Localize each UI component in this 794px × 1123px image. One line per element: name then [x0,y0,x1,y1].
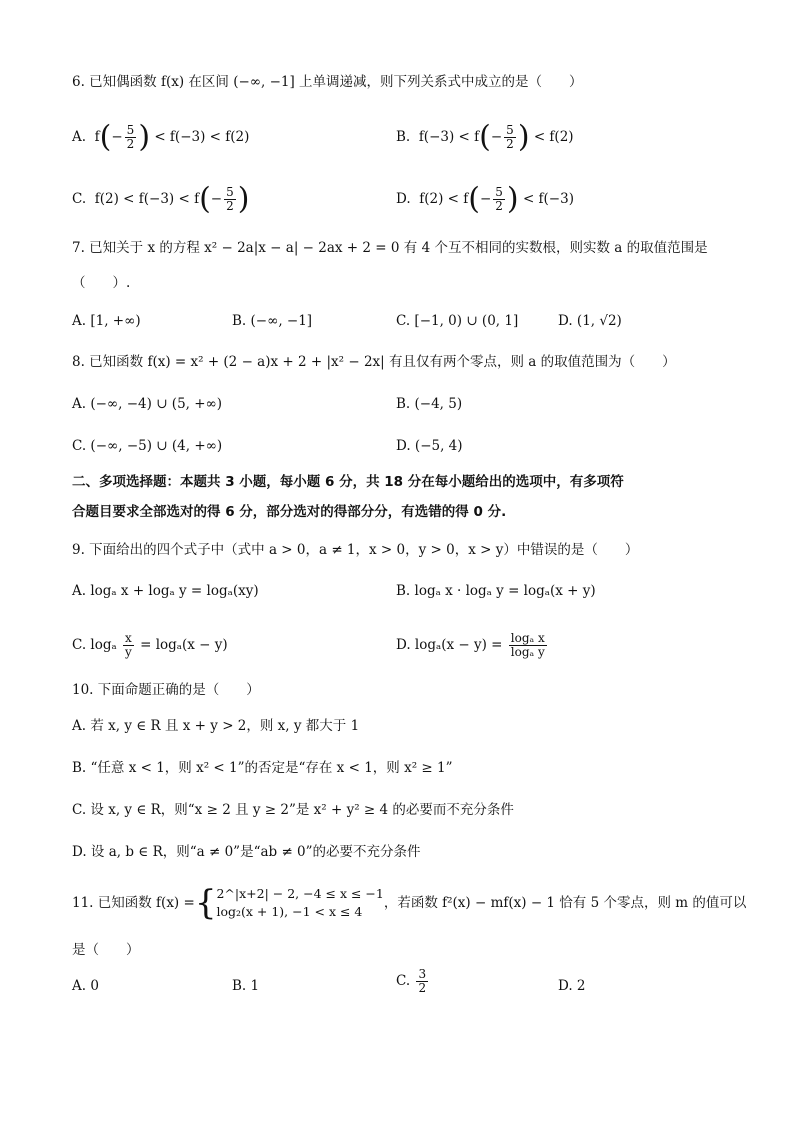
q11-option-a: A. 0 [72,978,99,994]
q7-option-c: C. [−1, 0) ∪ (0, 1] [396,313,519,329]
q9-option-a: A. logₐ x + logₐ y = logₐ(xy) [72,583,259,599]
q8-option-b: B. (−4, 5) [396,396,463,412]
q8-option-a: A. (−∞, −4) ∪ (5, +∞) [72,396,223,412]
q8-option-c: C. (−∞, −5) ∪ (4, +∞) [72,438,223,454]
section2-heading-line1: 二、多项选择题：本题共 3 小题，每小题 6 分，共 18 分在每小题给出的选项中，有多项符 [72,474,624,490]
q9-option-b: B. logₐ x · logₐ y = logₐ(x + y) [396,583,596,599]
q7-stem: 7. 已知关于 x 的方程 x² − 2a|x − a| − 2ax + 2 = 0 有 4 个互不相同的实数根，则实数 a 的取值范围是 [72,240,708,256]
q7-option-b: B. (−∞, −1] [232,313,313,329]
q7-stem-continued: （ ）. [72,275,131,291]
q8-option-d: D. (−5, 4) [396,438,463,454]
q6-option-d: D. f(2) < f(− $\frac{5}{2}$ ) < f(−3) [396,181,574,217]
q11-option-b: B. 1 [232,978,260,994]
q11-piece-2: log₂(x + 1), −1 < x ≤ 4 [216,904,363,919]
q6-option-c: C. f(2) < f(−3) < f(− $\frac{5}{2}$ ) [72,181,250,217]
q10-option-c: C. 设 x, y ∈ R，则“x ≥ 2 且 y ≥ 2”是 x² + y² ≥ 4 的必要而不充分条件 [72,802,514,818]
q9-stem: 9. 下面给出的四个式子中（式中 a > 0，a ≠ 1，x > 0，y > 0，x > y）中错误的是（ ） [72,542,639,558]
q10-option-d: D. 设 a, b ∈ R，则“a ≠ 0”是“ab ≠ 0”的必要不充分条件 [72,844,421,860]
q9-option-c: C. logₐ $\frac{x}{y}$ = logₐ(x − y) [72,631,228,659]
q10-option-a: A. 若 x, y ∈ R 且 x + y > 2，则 x, y 都大于 1 [72,718,360,734]
q11-option-d: D. 2 [558,978,586,994]
q9-option-d: D. logₐ(x − y) = $\frac{\text{logₐ x}}{\text{logₐ y}}$ [396,631,545,659]
q11-option-c: C. $\frac{3}{2}$ [396,967,427,995]
q10-option-b: B. “任意 x < 1，则 x² < 1”的否定是“存在 x < 1，则 x² ≥ 1” [72,760,453,776]
q11-piece-1: 2^|x+2| − 2, −4 ≤ x ≤ −1 [216,886,384,901]
q11-stem-continued: 是（ ） [72,942,140,958]
q6-option-a: A. f(− $\frac{5}{2}$ ) < f(−3) < f(2) [72,119,250,155]
q7-option-a: A. [1, +∞) [72,313,141,329]
q10-stem: 10. 下面命题正确的是（ ） [72,682,260,698]
q6-stem: 6. 已知偶函数 f(x) 在区间 (−∞, −1] 上单调递减，则下列关系式中成立的是（ ） [72,74,583,90]
q11-stem: 11. 已知函数 f(x) = { 2^|x+2| − 2, −4 ≤ x ≤ −1 log₂(x + 1), −1 < x ≤ 4 ，若函数 f²(x) − mf(x) − 1 恰有 5 个零点，则 m 的值可以 [72,883,747,923]
q8-stem: 8. 已知函数 f(x) = x² + (2 − a)x + 2 + |x² − 2x| 有且仅有两个零点，则 a 的取值范围为（ ） [72,354,676,370]
q7-option-d: D. (1, √2) [558,313,622,329]
section2-heading-line2: 合题目要求全部选对的得 6 分，部分选对的得部分分，有选错的得 0 分. [72,504,507,520]
q6-option-b: B. f(−3) < f(− $\frac{5}{2}$ ) < f(2) [396,119,574,155]
